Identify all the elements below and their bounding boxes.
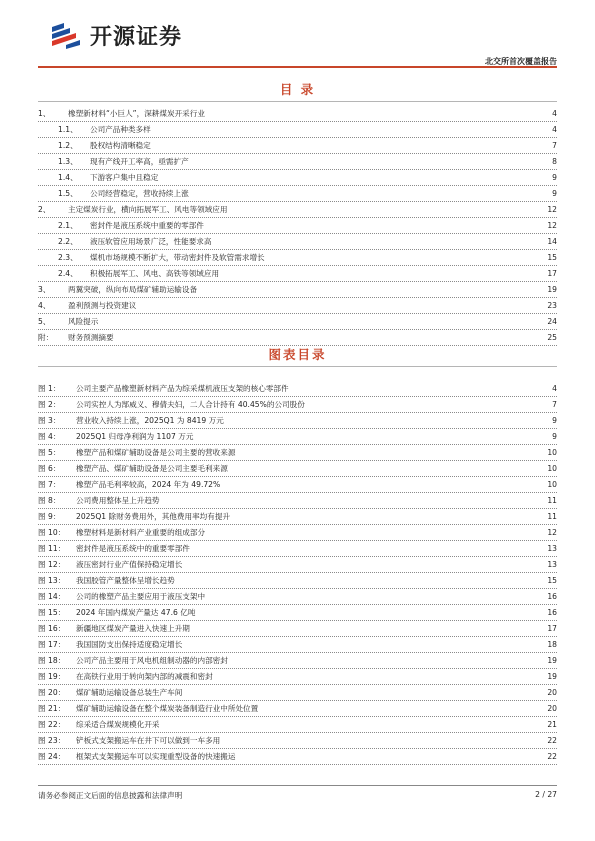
entry-title[interactable]: 公司的橡塑产品主要应用于液压支架中	[76, 592, 206, 601]
entry-page-number: 9	[552, 416, 557, 425]
figure-entry[interactable]	[38, 493, 557, 509]
entry-page-number: 16	[547, 608, 557, 617]
entry-title[interactable]: 橡塑新材料“小巨人”，深耕煤炭开采行业	[68, 109, 205, 118]
entry-page-number: 10	[547, 480, 557, 489]
entry-page-number: 16	[547, 592, 557, 601]
entry-page-number: 7	[552, 400, 557, 409]
entry-title[interactable]: 液压密封行业产值保持稳定增长	[76, 560, 183, 569]
entry-page-number: 17	[547, 624, 557, 633]
entry-number: 图 9：	[38, 512, 61, 521]
entry-page-number: 18	[547, 640, 557, 649]
entry-number: 图 16：	[38, 624, 66, 633]
figure-entry[interactable]	[38, 429, 557, 445]
figure-entry[interactable]	[38, 477, 557, 493]
entry-page-number: 12	[547, 221, 557, 230]
toc-entry[interactable]	[38, 330, 557, 346]
figure-entry[interactable]	[38, 749, 557, 765]
figures-title: 图表目录	[268, 347, 327, 362]
entry-title[interactable]: 煤机市场规模不断扩大，带动密封件及软管需求增长	[90, 253, 265, 262]
toc-entry[interactable]	[38, 266, 557, 282]
entry-title[interactable]: 公司主要产品橡塑新材料产品为综采煤机液压支架的核心零部件	[76, 384, 289, 393]
entry-title[interactable]: 液压软管应用场景广泛，性能要求高	[90, 237, 212, 246]
entry-page-number: 4	[552, 125, 557, 134]
entry-title[interactable]: 框架式支架搬运车可以实现重型设备的快速搬运	[76, 752, 236, 761]
entry-title[interactable]: 2024 年国内煤炭产量达 47.6 亿吨	[76, 608, 196, 617]
entry-title[interactable]: 橡塑产品、煤矿辅助设备是公司主要毛利来源	[76, 464, 228, 473]
logo-mark-icon	[50, 23, 84, 49]
entry-page-number: 23	[547, 301, 557, 310]
report-type-label: 北交所首次覆盖报告	[485, 57, 557, 66]
figure-entry[interactable]	[38, 413, 557, 429]
figure-entry[interactable]	[38, 541, 557, 557]
entry-number: 2、	[38, 205, 51, 214]
page-number: 2 / 27	[535, 790, 557, 799]
entry-page-number: 9	[552, 432, 557, 441]
figure-entry[interactable]	[38, 621, 557, 637]
header-divider	[38, 66, 557, 68]
entry-number: 2.1、	[58, 221, 78, 230]
entry-title[interactable]: 公司产品主要用于风电机组制动器的内部密封	[76, 656, 228, 665]
footer-divider	[38, 785, 557, 786]
entry-title[interactable]: 综采适合煤炭规模化开采	[76, 720, 160, 729]
toc-entry[interactable]	[38, 282, 557, 298]
entry-title[interactable]: 橡塑材料是新材料产业重要的组成部分	[76, 528, 206, 537]
entry-number: 图 13：	[38, 576, 66, 585]
entry-number: 图 21：	[38, 704, 66, 713]
entry-number: 1.2、	[58, 141, 78, 150]
entry-title[interactable]: 在高铁行业用于转向架内部的减震和密封	[76, 672, 213, 681]
entry-page-number: 15	[547, 576, 557, 585]
entry-page-number: 10	[547, 464, 557, 473]
toc-list	[38, 106, 557, 346]
entry-number: 5、	[38, 317, 51, 326]
entry-number: 3、	[38, 285, 51, 294]
entry-page-number: 11	[547, 496, 557, 505]
entry-number: 附：	[38, 333, 54, 342]
figure-entry[interactable]	[38, 589, 557, 605]
entry-number: 图 7：	[38, 480, 61, 489]
entry-number: 图 11：	[38, 544, 66, 553]
entry-number: 图 8：	[38, 496, 61, 505]
figure-entry[interactable]	[38, 381, 557, 397]
figures-divider	[38, 366, 557, 367]
entry-number: 图 10：	[38, 528, 66, 537]
entry-title[interactable]: 公司产品种类多样	[90, 125, 151, 134]
figure-entry[interactable]	[38, 685, 557, 701]
figure-entry[interactable]	[38, 525, 557, 541]
entry-page-number: 25	[547, 333, 557, 342]
entry-number: 图 3：	[38, 416, 61, 425]
entry-page-number: 8	[552, 157, 557, 166]
entry-title[interactable]: 盈利预测与投资建议	[68, 301, 137, 310]
figure-entry[interactable]	[38, 605, 557, 621]
entry-page-number: 11	[547, 512, 557, 521]
entry-title[interactable]: 公司费用整体呈上升趋势	[76, 496, 160, 505]
entry-number: 图 12：	[38, 560, 66, 569]
entry-title[interactable]: 营业收入持续上涨，2025Q1 为 8419 万元	[76, 416, 224, 425]
toc-entry[interactable]	[38, 138, 557, 154]
entry-page-number: 13	[547, 544, 557, 553]
entry-number: 1、	[38, 109, 51, 118]
entry-title[interactable]: 煤矿辅助运输设备在整个煤炭装备制造行业中所处位置	[76, 704, 259, 713]
entry-number: 图 22：	[38, 720, 66, 729]
entry-title[interactable]: 财务预测摘要	[68, 333, 114, 342]
entry-number: 4、	[38, 301, 51, 310]
entry-title[interactable]: 密封件是液压系统中重要的零部件	[90, 221, 204, 230]
entry-page-number: 12	[547, 205, 557, 214]
entry-number: 图 23：	[38, 736, 66, 745]
entry-title[interactable]: 煤矿辅助运输设备总装生产车间	[76, 688, 183, 697]
company-logo	[50, 20, 182, 51]
entry-page-number: 21	[547, 720, 557, 729]
toc-entry[interactable]	[38, 298, 557, 314]
entry-number: 2.2、	[58, 237, 78, 246]
entry-page-number: 13	[547, 560, 557, 569]
entry-page-number: 4	[552, 384, 557, 393]
entry-title[interactable]: 主定煤炭行业，横向拓展军工、风电等领域应用	[68, 205, 228, 214]
figure-entry[interactable]	[38, 733, 557, 749]
entry-page-number: 24	[547, 317, 557, 326]
entry-title[interactable]: 我国胶管产量整体呈增长趋势	[76, 576, 175, 585]
figure-entry[interactable]	[38, 445, 557, 461]
toc-entry[interactable]	[38, 314, 557, 330]
entry-number: 图 6：	[38, 464, 61, 473]
figure-entry[interactable]	[38, 397, 557, 413]
toc-entry[interactable]	[38, 202, 557, 218]
entry-title[interactable]: 风险提示	[68, 317, 99, 326]
entry-page-number: 9	[552, 173, 557, 182]
entry-title[interactable]: 公司经营稳定，营收持续上涨	[90, 189, 189, 198]
entry-number: 2.3、	[58, 253, 78, 262]
toc-entry[interactable]	[38, 154, 557, 170]
entry-number: 2.4、	[58, 269, 78, 278]
entry-page-number: 9	[552, 189, 557, 198]
entry-title[interactable]: 积极拓展军工、风电、高铁等领域应用	[90, 269, 220, 278]
logo-text: 开源证券	[90, 25, 183, 50]
figures-list	[38, 381, 557, 765]
entry-title[interactable]: 公司实控人为郜威义、穆倩夫妇，二人合计持有 40.45%的公司股份	[76, 400, 305, 409]
entry-number: 图 1：	[38, 384, 61, 393]
entry-number: 图 17：	[38, 640, 66, 649]
entry-title[interactable]: 股权结构清晰稳定	[90, 141, 151, 150]
toc-entry[interactable]	[38, 234, 557, 250]
entry-title[interactable]: 橡塑产品毛利率较高，2024 年为 49.72%	[76, 480, 221, 489]
entry-title[interactable]: 铲板式支架搬运车在井下可以做到一车多用	[76, 736, 221, 745]
entry-number: 1.3、	[58, 157, 78, 166]
figure-entry[interactable]	[38, 669, 557, 685]
entry-number: 1.1、	[58, 125, 78, 134]
entry-page-number: 20	[547, 704, 557, 713]
entry-title[interactable]: 两翼突破，纵向布局煤矿辅助运输设备	[68, 285, 198, 294]
entry-page-number: 7	[552, 141, 557, 150]
entry-number: 图 2：	[38, 400, 61, 409]
entry-page-number: 10	[547, 448, 557, 457]
figure-entry[interactable]	[38, 509, 557, 525]
footer-disclaimer: 请务必参阅正文后面的信息披露和法律声明	[38, 791, 183, 800]
entry-number: 图 5：	[38, 448, 61, 457]
entry-number: 图 20：	[38, 688, 66, 697]
toc-entry[interactable]	[38, 122, 557, 138]
entry-title[interactable]: 2025Q1 除财务费用外，其他费用率均有提升	[76, 512, 231, 521]
entry-page-number: 4	[552, 109, 557, 118]
figure-entry[interactable]	[38, 717, 557, 733]
entry-number: 图 15：	[38, 608, 66, 617]
entry-title[interactable]: 现有产线开工率高，亟需扩产	[90, 157, 189, 166]
figure-entry[interactable]	[38, 701, 557, 717]
toc-entry[interactable]	[38, 186, 557, 202]
entry-number: 图 18：	[38, 656, 66, 665]
entry-title[interactable]: 我国国防支出保持适度稳定增长	[76, 640, 183, 649]
entry-number: 图 19：	[38, 672, 66, 681]
toc-entry[interactable]	[38, 170, 557, 186]
entry-title[interactable]: 密封件是液压系统中的重要零部件	[76, 544, 190, 553]
entry-number: 1.5、	[58, 189, 78, 198]
entry-page-number: 15	[547, 253, 557, 262]
entry-title[interactable]: 2025Q1 归母净利润为 1107 万元	[76, 432, 194, 441]
entry-title[interactable]: 橡塑产品和煤矿辅助设备是公司主要的营收来源	[76, 448, 236, 457]
toc-title: 目 录	[279, 82, 316, 97]
entry-page-number: 17	[547, 269, 557, 278]
toc-divider	[38, 101, 557, 102]
entry-page-number: 14	[547, 237, 557, 246]
entry-page-number: 19	[547, 656, 557, 665]
figure-entry[interactable]	[38, 573, 557, 589]
entry-page-number: 20	[547, 688, 557, 697]
entry-page-number: 22	[547, 752, 557, 761]
entry-page-number: 12	[547, 528, 557, 537]
toc-entry[interactable]	[38, 218, 557, 234]
figure-entry[interactable]	[38, 637, 557, 653]
entry-title[interactable]: 下游客户集中且稳定	[90, 173, 159, 182]
figure-entry[interactable]	[38, 461, 557, 477]
entry-number: 1.4、	[58, 173, 78, 182]
toc-entry[interactable]	[38, 250, 557, 266]
figure-entry[interactable]	[38, 557, 557, 573]
toc-entry[interactable]	[38, 106, 557, 122]
entry-page-number: 22	[547, 736, 557, 745]
entry-number: 图 24：	[38, 752, 66, 761]
entry-number: 图 14：	[38, 592, 66, 601]
figure-entry[interactable]	[38, 653, 557, 669]
entry-page-number: 19	[547, 672, 557, 681]
entry-page-number: 19	[547, 285, 557, 294]
entry-title[interactable]: 新疆地区煤炭产量进入快速上升期	[76, 624, 190, 633]
entry-number: 图 4：	[38, 432, 61, 441]
